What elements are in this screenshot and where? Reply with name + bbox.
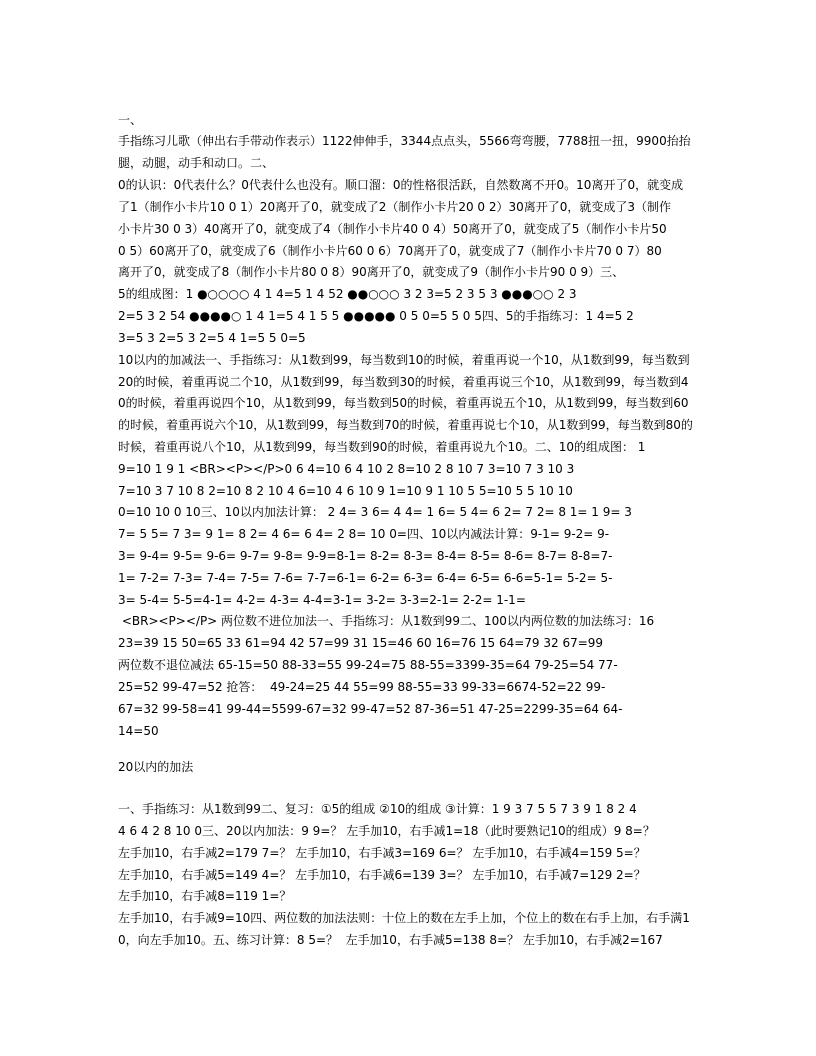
- text-line: 离开了0，就变成了8（制作小卡片80 0 8）90离开了0，就变成了9（制作小卡片90 0 9）三、: [118, 265, 625, 279]
- text-line: 3= 5-4= 5-5=4-1= 4-2= 4-3= 4-4=3-1= 3-2= 3-3=2-1= 2-2= 1-1=: [118, 593, 526, 607]
- text-line: 20的时候，着重再说二个10，从1数到99，每当数到30的时候，着重再说三个10，从1数到99，每当数到4: [118, 375, 689, 389]
- text-line: 小卡片30 0 3）40离开了0，就变成了4（制作小卡片40 0 4）50离开了0，就变成了5（制作小卡片50: [118, 222, 667, 236]
- text-line: 0的时候，着重再说四个10，从1数到99，每当数到50的时候，着重再说五个10，从1数到99，每当数到60: [118, 396, 689, 410]
- text-line: 2=5 3 2 54 ●●●●○ 1 4 1=5 4 1 5 5 ●●●●● 0 5 0=5 5 0 5四、5的手指练习：1 4=5 2: [118, 309, 634, 323]
- text-line: 10以内的加减法一、手指练习：从1数到99，每当数到10的时候，着重再说一个10，从1数到99，每当数到: [118, 353, 690, 367]
- text-line: 0，向左手加10。五、练习计算：8 5=？ 左手加10，右手减5=138 8=？ 左手加10，右手减2=167: [118, 933, 663, 947]
- text-line: 0=10 10 0 10三、10以内加法计算： 2 4= 3 6= 4 4= 1 6= 5 4= 6 2= 7 2= 8 1= 1 9= 3: [118, 505, 632, 519]
- text-line: 9=10 1 9 1 <BR><P></P>0 6 4=10 6 4 10 2 8=10 2 8 10 7 3=10 7 3 10 3: [118, 462, 575, 476]
- text-line: 左手加10，右手减9=10四、两位数的加法法则：十位上的数在左手上加，个位上的数在右手上加，右手满1: [118, 911, 690, 925]
- text-line: 14=50: [118, 724, 159, 738]
- text-line: 7=10 3 7 10 8 2=10 8 2 10 4 6=10 4 6 10 9 1=10 9 1 10 5 5=10 5 5 10 10: [118, 484, 573, 498]
- text-line: 3= 9-4= 9-5= 9-6= 9-7= 9-8= 9-9=8-1= 8-2= 8-3= 8-4= 8-5= 8-6= 8-7= 8-8=7-: [118, 549, 613, 563]
- text-line: 两位数不退位减法 65-15=50 88-33=55 99-24=75 88-55=3399-35=64 79-25=54 77-: [118, 658, 618, 672]
- text-line: 一、手指练习：从1数到99二、复习：①5的组成 ②10的组成 ③计算：1 9 3 7 5 5 7 3 9 1 8 2 4: [118, 802, 637, 816]
- text-line: <BR><P></P> 两位数不进位加法一、手指练习：从1数到99二、100以内两位数的加法练习：16: [118, 614, 655, 628]
- text-line: 4 6 4 2 8 10 0三、20以内加法：9 9=？ 左手加10，右手减1=18（此时要熟记10的组成）9 8=？: [118, 824, 655, 838]
- text-line: 23=39 15 50=65 33 61=94 42 57=99 31 15=46 60 16=76 15 64=79 32 67=99: [118, 636, 604, 650]
- text-line: 7= 5 5= 7 3= 9 1= 8 2= 4 6= 6 4= 2 8= 10 0=四、10以内减法计算：9-1= 9-2= 9-: [118, 527, 610, 541]
- text-line: 3=5 3 2=5 3 2=5 4 1=5 5 0=5: [118, 331, 306, 345]
- text-line: 1= 7-2= 7-3= 7-4= 7-5= 7-6= 7-7=6-1= 6-2= 6-3= 6-4= 6-5= 6-6=5-1= 5-2= 5-: [118, 571, 613, 585]
- text-line: 时候，着重再说八个10，从1数到99，每当数到90的时候，着重再说九个10。二、10的组成图： 1: [118, 440, 646, 454]
- text-line: 0的认识：0代表什么？0代表什么也没有。顺口溜：0的性格很活跃，自然数离不开0。10离开了0，就变成: [118, 178, 684, 192]
- text-line: 左手加10，右手减5=149 4=？ 左手加10，右手减6=139 3=？ 左手加10，右手减7=129 2=？: [118, 868, 646, 882]
- section-heading: 20以内的加法: [118, 760, 194, 774]
- text-line: 左手加10，右手减2=179 7=？ 左手加10，右手减3=169 6=？ 左手加10，右手减4=159 5=？: [118, 846, 646, 860]
- text-line: 一、: [118, 113, 143, 127]
- text-line: 的时候，着重再说六个10，从1数到99，每当数到70的时候，着重再说七个10，从1数到99，每当数到80的: [118, 418, 693, 432]
- text-line: 5的组成图：1 ●○○○○ 4 1 4=5 1 4 52 ●●○○○ 3 2 3=5 2 3 5 3 ●●●○○ 2 3: [118, 287, 577, 301]
- text-line: 腿，动腿，动手和动口。二、: [118, 156, 275, 170]
- text-line: 手指练习儿歌（伸出右手带动作表示）1122伸伸手，3344点点头，5566弯弯腰，7788扭一扭，9900抬抬: [118, 134, 691, 148]
- text-line: 左手加10，右手减8=119 1=？: [118, 889, 292, 903]
- text-line: 25=52 99-47=52 抢答： 49-24=25 44 55=99 88-55=33 99-33=6674-52=22 99-: [118, 680, 606, 694]
- text-line: 0 5）60离开了0，就变成了6（制作小卡片60 0 6）70离开了0，就变成了7（制作小卡片70 0 7）80: [118, 244, 662, 258]
- text-line: 了1（制作小卡片10 0 1）20离开了0，就变成了2（制作小卡片20 0 2）30离开了0，就变成了3（制作: [118, 200, 672, 214]
- text-line: 67=32 99-58=41 99-44=5599-67=32 99-47=52 87-36=51 47-25=2299-35=64 64-: [118, 702, 623, 716]
